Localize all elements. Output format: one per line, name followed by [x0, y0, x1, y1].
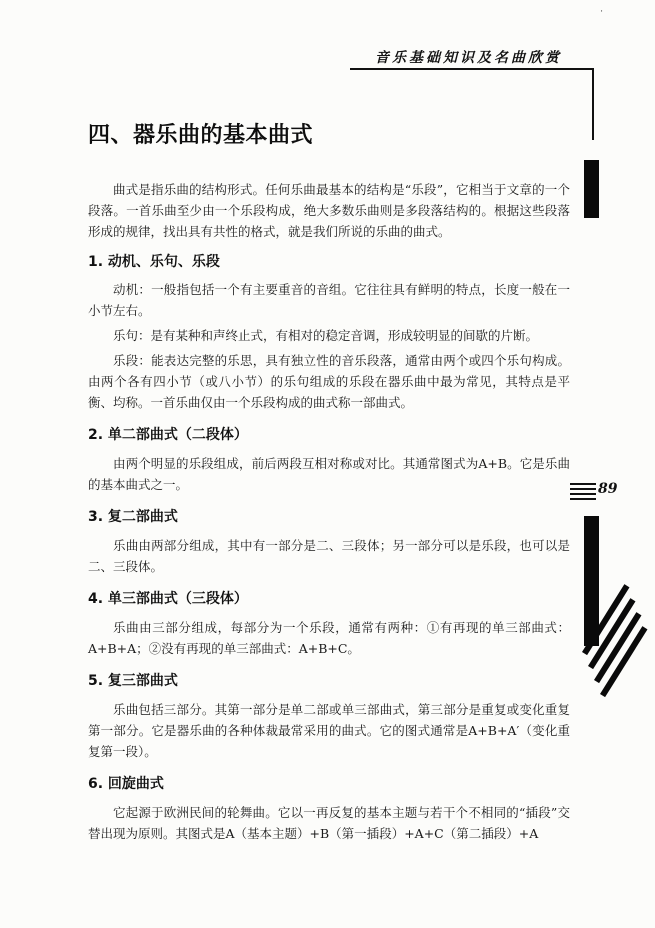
page-number-rule: [570, 488, 596, 490]
body-paragraph: 乐段：能表达完整的乐思，具有独立性的音乐段落，通常由两个或四个乐句构成。由两个各有四小节（或八小节）的乐句组成的乐段在器乐曲中最为常见，其特点是平衡、均称。一首乐曲仅由一个乐段构成的曲式称一部曲式。: [88, 353, 570, 410]
corner-mark: ·: [600, 7, 603, 17]
header-rule: [350, 68, 594, 70]
section-heading: 3. 复二部曲式: [88, 509, 178, 525]
body-paragraph: 乐句：是有某种和声终止式，有相对的稳定音调，形成较明显的间歇的片断。: [113, 328, 539, 343]
page-number-rule: [570, 498, 596, 500]
intro-paragraph: 曲式是指乐曲的结构形式。任何乐曲最基本的结构是“乐段”，它相当于文章的一个段落。一首乐曲至少由一个乐段构成，绝大多数乐曲则是多段落结构的。根据这些段落形成的规律，找出具有共性的格式，就是我们所说的乐曲的曲式。: [88, 182, 570, 239]
body-paragraph: 它起源于欧洲民间的轮舞曲。它以一再反复的基本主题与若干个不相同的“插段”交替出现为原则。其图式是A（基本主题）+B（第一插段）+A+C（第二插段）+A: [88, 805, 570, 841]
body-paragraph: 乐曲包括三部分。其第一部分是单二部或单三部曲式，第三部分是重复或变化重复第一部分。它是器乐曲的各种体裁最常采用的曲式。它的图式通常是A+B+A′（变化重复第一段）。: [88, 702, 570, 759]
side-bar-upper: [584, 160, 599, 218]
section-heading: 5. 复三部曲式: [88, 673, 178, 689]
page-number-box: [570, 479, 622, 503]
body-paragraph: 乐曲由三部分组成，每部分为一个乐段，通常有两种：①有再现的单三部曲式：A+B+A；②没有再现的单三部曲式：A+B+C。: [88, 620, 570, 656]
section-heading: 1. 动机、乐句、乐段: [88, 254, 220, 270]
running-header: 音乐基础知识及名曲欣赏: [375, 50, 562, 66]
section-heading: 2. 单二部曲式（二段体）: [88, 427, 248, 443]
section-heading: 6. 回旋曲式: [88, 776, 164, 792]
page-number-rule: [570, 483, 596, 485]
header-vertical-rule: [592, 68, 594, 140]
body-paragraph: 动机：一般指包括一个有主要重音的音组。它往往具有鲜明的特点，长度一般在一小节左右。: [88, 282, 570, 318]
main-content: [88, 118, 570, 844]
section-heading: 4. 单三部曲式（三段体）: [88, 591, 248, 607]
page-number-rule: [570, 493, 596, 495]
chapter-title: 四、器乐曲的基本曲式: [88, 123, 314, 148]
body-paragraph: 由两个明显的乐段组成，前后两段互相对称或对比。其通常图式为A+B。它是乐曲的基本曲式之一。: [88, 456, 570, 492]
page-number: 89: [598, 481, 618, 497]
body-paragraph: 乐曲由两部分组成，其中有一部分是二、三段体；另一部分可以是乐段，也可以是二、三段体。: [88, 538, 570, 574]
